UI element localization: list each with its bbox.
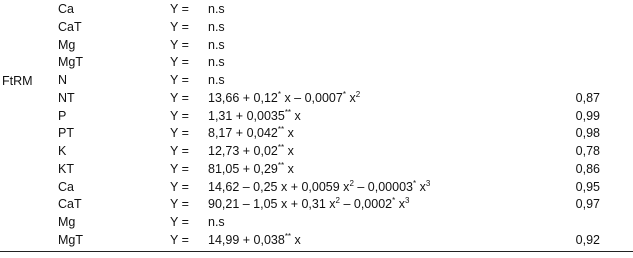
y-prefix: Y = xyxy=(170,126,189,141)
equation-text: x xyxy=(395,197,405,212)
equation-text: 8,17 + 0,042 xyxy=(208,126,278,141)
equation-cell xyxy=(208,213,225,232)
equation-cell xyxy=(208,0,225,19)
y-prefix: Y = xyxy=(170,55,189,70)
y-prefix: Y = xyxy=(170,179,189,194)
equation-text: x xyxy=(284,126,294,141)
equation-text: n.s xyxy=(208,55,225,70)
equation-cell xyxy=(208,53,225,72)
variable-cell: MgT xyxy=(58,232,83,247)
table-row xyxy=(0,107,633,126)
equation-cell xyxy=(208,36,225,55)
table-row xyxy=(0,0,633,19)
equation-cell xyxy=(208,231,301,250)
r-squared-cell: 0,87 xyxy=(575,90,600,105)
equation-cell xyxy=(208,107,301,126)
equation-cell xyxy=(208,18,225,37)
variable-cell: Ca xyxy=(58,179,74,194)
equation-superscript: * xyxy=(342,89,346,99)
equation-text: 14,62 – 0,25 x + 0,0059 x xyxy=(208,179,350,194)
variable-cell: NT xyxy=(58,90,75,105)
equation-cell xyxy=(208,160,294,179)
equation-superscript: * xyxy=(412,178,417,188)
equation-superscript: 3 xyxy=(425,178,431,188)
r-squared-cell: 0,86 xyxy=(575,161,600,176)
variable-cell: Ca xyxy=(58,2,74,16)
equation-text: 81,05 + 0,29 xyxy=(208,161,278,176)
equation-superscript: ** xyxy=(284,107,292,117)
r-squared-cell: 0,95 xyxy=(575,179,600,194)
equation-superscript: 2 xyxy=(349,178,354,188)
equation-text: 13,66 + 0,12 xyxy=(208,90,278,105)
variable-cell: Mg xyxy=(58,215,76,229)
variable-cell: P xyxy=(58,108,67,123)
equation-superscript: ** xyxy=(277,125,285,135)
y-prefix: Y = xyxy=(170,108,189,123)
equation-cell xyxy=(208,142,294,161)
equation-superscript: ** xyxy=(277,143,285,152)
group-label: FtRM xyxy=(2,74,33,88)
equation-text: x xyxy=(291,232,301,247)
table-row xyxy=(0,124,633,143)
table-row xyxy=(0,195,633,214)
equation-superscript: 2 xyxy=(355,89,361,99)
equation-text: n.s xyxy=(208,215,225,229)
equation-text: x xyxy=(416,179,426,194)
equation-text: – 0,00003 xyxy=(353,179,413,194)
equation-cell xyxy=(208,195,409,214)
y-prefix: Y = xyxy=(170,144,189,158)
r-squared-cell: 0,99 xyxy=(575,108,600,123)
variable-cell: CaT xyxy=(58,197,82,212)
equation-superscript: * xyxy=(277,89,281,99)
y-prefix: Y = xyxy=(170,19,189,34)
equation-superscript: ** xyxy=(284,231,292,241)
equation-text: n.s xyxy=(208,19,225,34)
equation-text: n.s xyxy=(208,37,225,52)
y-prefix: Y = xyxy=(170,215,189,229)
r-squared-cell: 0,98 xyxy=(575,126,600,141)
equation-cell xyxy=(208,89,360,108)
equation-text: x xyxy=(284,161,294,176)
equation-text: n.s xyxy=(208,2,225,16)
y-prefix: Y = xyxy=(170,2,189,16)
equation-cell xyxy=(208,71,225,90)
equation-cell xyxy=(208,124,294,143)
y-prefix: Y = xyxy=(170,232,189,247)
equation-text: 14,99 + 0,038 xyxy=(208,232,285,247)
y-prefix: Y = xyxy=(170,90,189,105)
equation-text: – 0,0002 xyxy=(339,197,393,212)
variable-cell: MgT xyxy=(58,55,83,70)
variable-cell: K xyxy=(58,144,67,158)
variable-cell: Mg xyxy=(58,37,76,52)
r-squared-cell: 0,78 xyxy=(575,144,600,158)
table-row xyxy=(0,178,633,197)
table-row xyxy=(0,71,633,90)
equation-text: 1,31 + 0,0035 xyxy=(208,108,285,123)
variable-cell: KT xyxy=(58,161,74,176)
variable-cell: N xyxy=(58,73,68,87)
equation-text: x – 0,0007 xyxy=(280,90,343,105)
equation-text: 12,73 + 0,02 xyxy=(208,144,278,158)
equation-text: x xyxy=(345,90,356,105)
equation-superscript: 2 xyxy=(335,196,340,206)
y-prefix: Y = xyxy=(170,37,189,52)
y-prefix: Y = xyxy=(170,73,189,87)
y-prefix: Y = xyxy=(170,197,189,212)
table-bottom-rule xyxy=(0,251,633,252)
equation-text: x xyxy=(291,108,301,123)
equation-text: 90,21 – 1,05 x + 0,31 x xyxy=(208,197,336,212)
equation-superscript: 3 xyxy=(404,196,410,206)
table-row xyxy=(0,18,633,37)
equation-text: x xyxy=(284,144,294,158)
equation-superscript: ** xyxy=(277,160,285,170)
r-squared-cell: 0,92 xyxy=(575,232,600,247)
table-row xyxy=(0,213,633,232)
equation-superscript: * xyxy=(392,196,396,206)
equation-text: n.s xyxy=(208,73,225,87)
variable-cell: PT xyxy=(58,126,74,141)
table-row xyxy=(0,36,633,55)
equation-cell xyxy=(208,178,430,197)
variable-cell: CaT xyxy=(58,19,82,34)
y-prefix: Y = xyxy=(170,161,189,176)
table-row xyxy=(0,53,633,72)
r-squared-cell: 0,97 xyxy=(575,197,600,212)
table-row xyxy=(0,231,633,250)
table-row xyxy=(0,89,633,108)
table-row xyxy=(0,160,633,179)
table-row xyxy=(0,142,633,161)
